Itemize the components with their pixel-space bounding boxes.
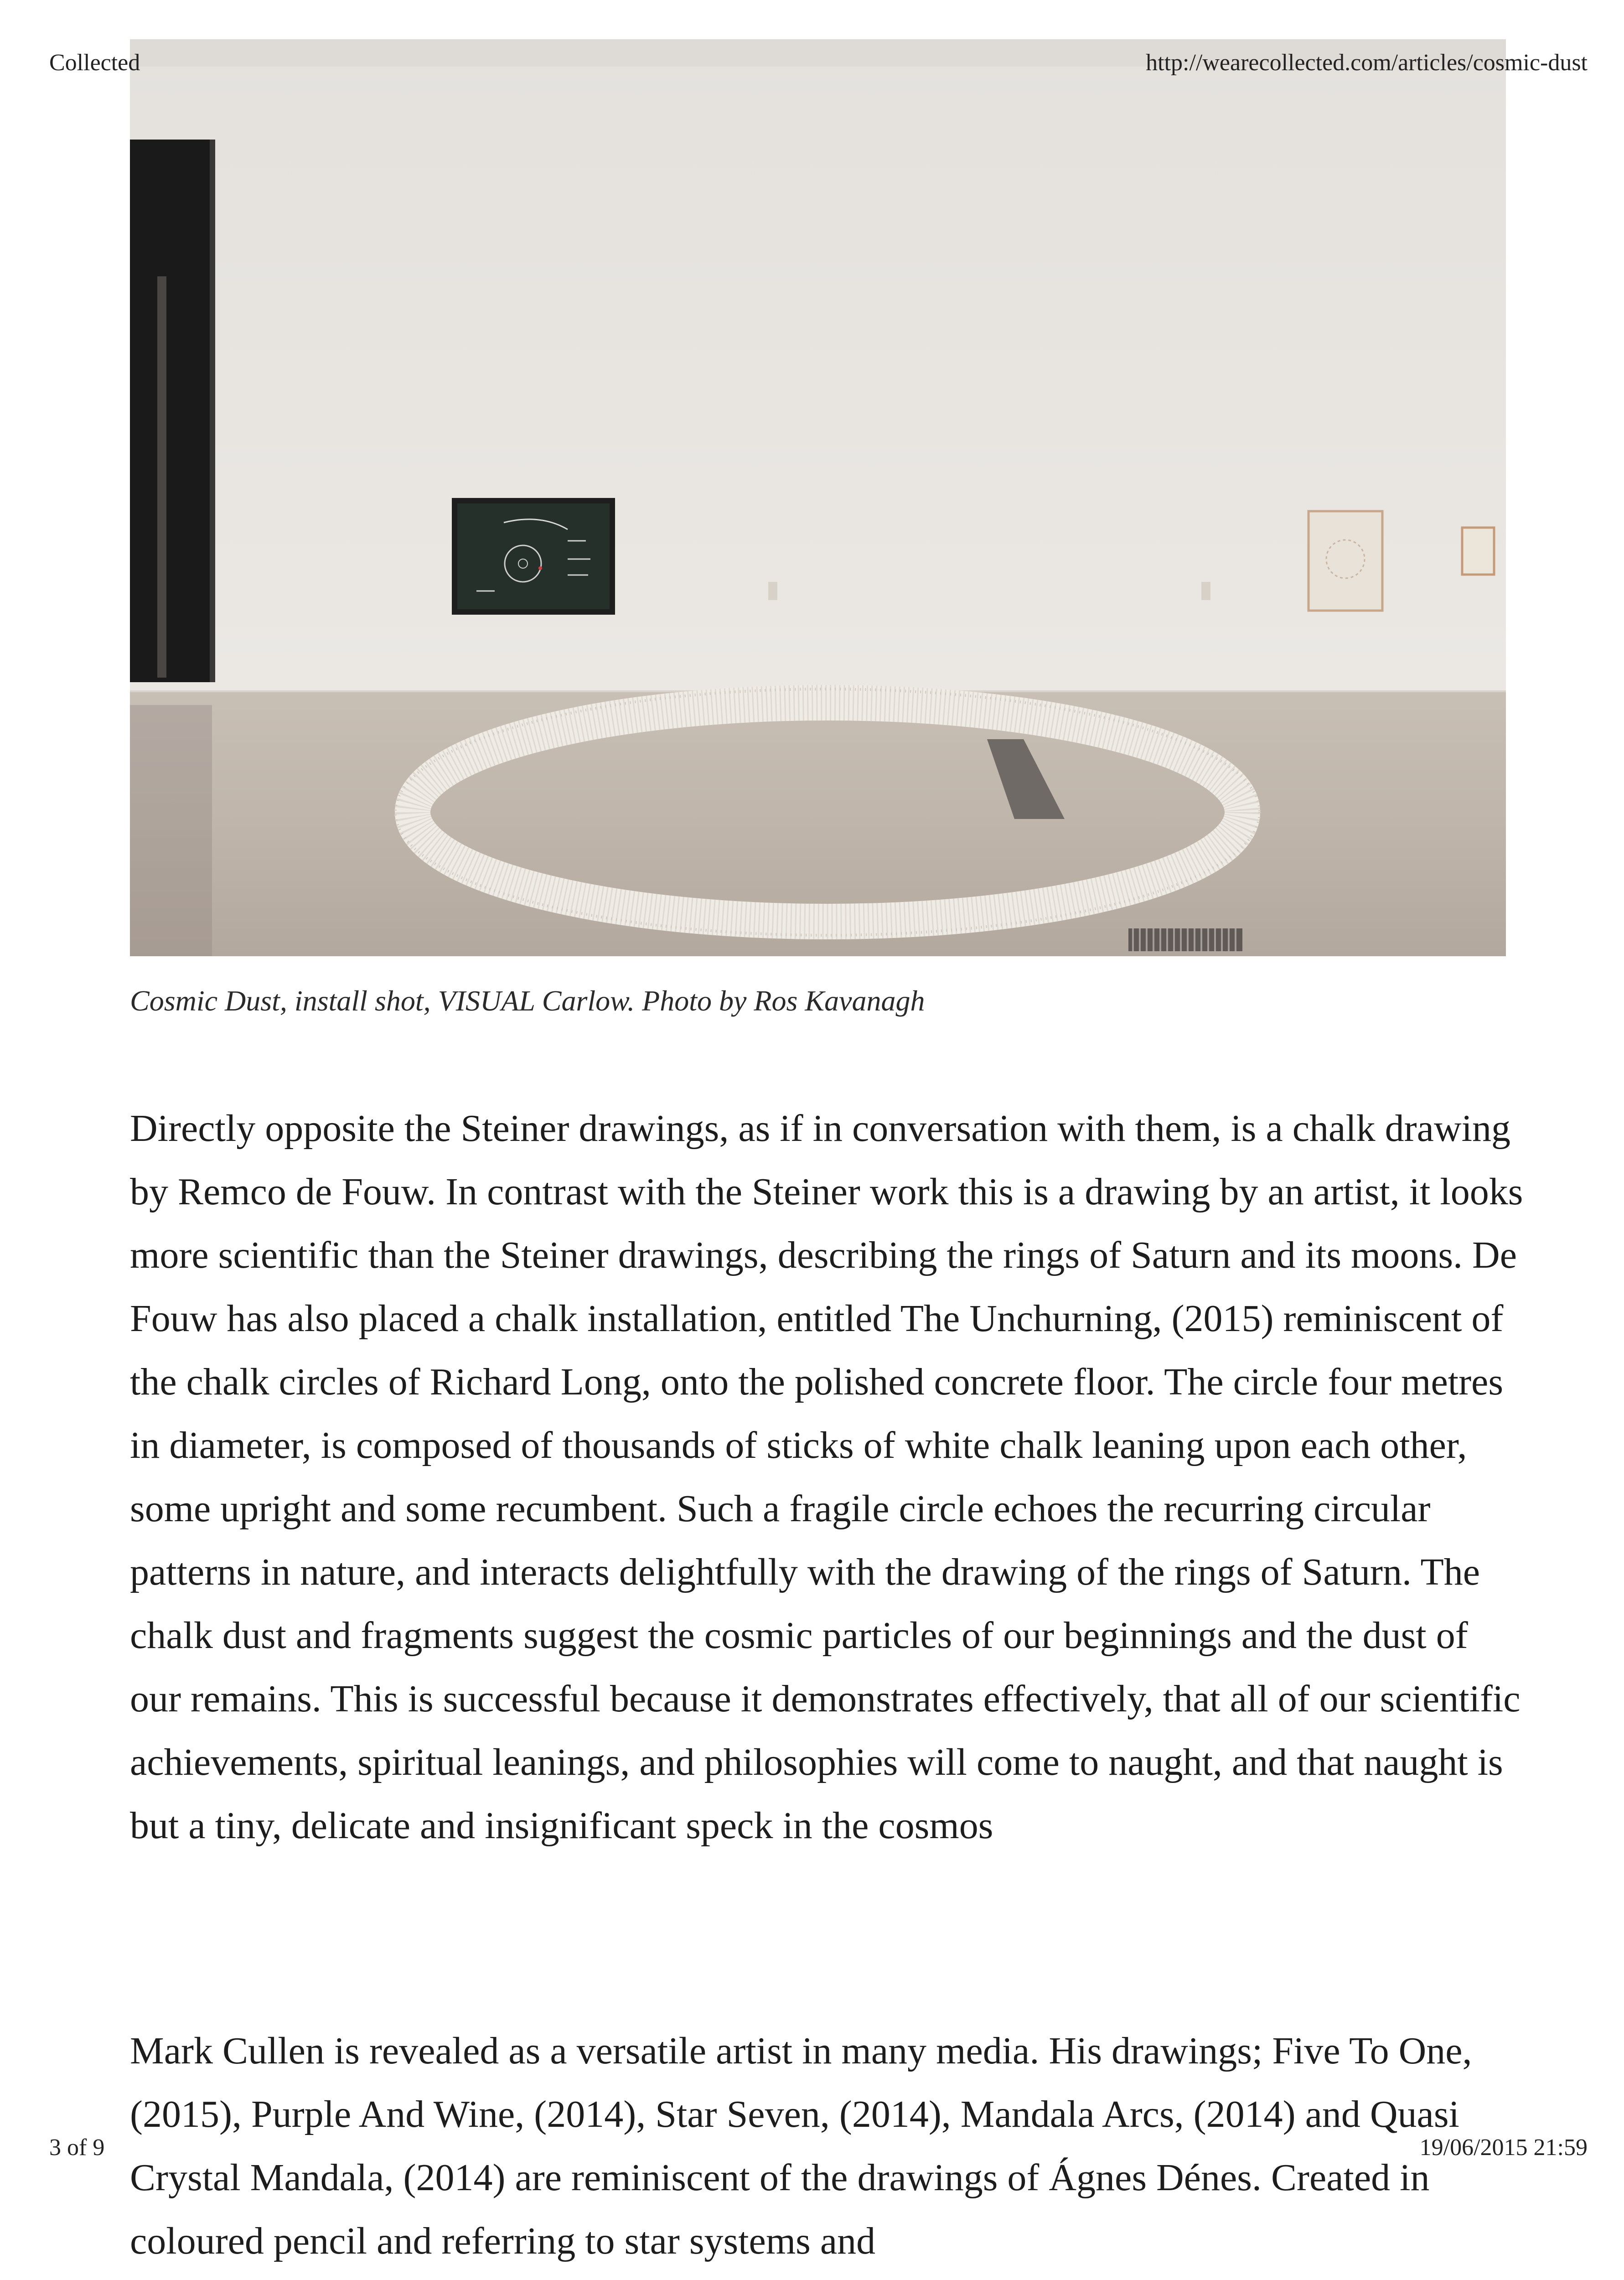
print-footer-page-number: 3 of 9 [49,2135,105,2161]
article-paragraph: Mark Cullen is revealed as a versatile artist in many media. His drawings; Five To One, (2015), Purple And Wine, (2014), Star Seven, (2014), Mandala Arcs, (2014) and Quasi Crystal Mandala, (2014) are reminiscent of the drawings of Ágnes Dénes. Created in coloured pencil and referring to star systems and [130,2030,1472,2262]
print-header-url[interactable]: http://wearecollected.com/articles/cosmic-dust [1146,50,1588,76]
article-paragraph: Directly opposite the Steiner drawings, as if in conversation with them, is a chalk drawing by Remco de Fouw. In contrast with the Steiner work this is a drawing by an artist, it looks more scientific than the Steiner drawings, describing the rings of Saturn and its moons. De Fouw has also placed a chalk installation, entitled The Unchurning, (2015) reminiscent of the chalk circles of Richard Long, onto the polished concrete floor. The circle four metres in diameter, is composed of thousands of sticks of white chalk leaning upon each other, some upright and some recumbent. Such a fragile circle echoes the recurring circular patterns in nature, and interacts delightfully with the drawing of the rings of Saturn. The chalk dust and fragments suggest the cosmic particles of our beginnings and the dust of our remains. This is successful because it demonstrates effectively, that all of our scientific achievements, spiritual leanings, and philosophies will come to naught, and that naught is but a tiny, delicate and insignificant speck in the cosmos [130,1107,1523,1847]
install-shot-illustration [130,39,1506,956]
print-footer-datetime: 19/06/2015 21:59 [1419,2135,1588,2161]
image-caption: Cosmic Dust, install shot, VISUAL Carlow. Photo by Ros Kavanagh [130,985,925,1017]
print-header-site: Collected [49,50,140,76]
gallery-install-photo [130,39,1506,956]
